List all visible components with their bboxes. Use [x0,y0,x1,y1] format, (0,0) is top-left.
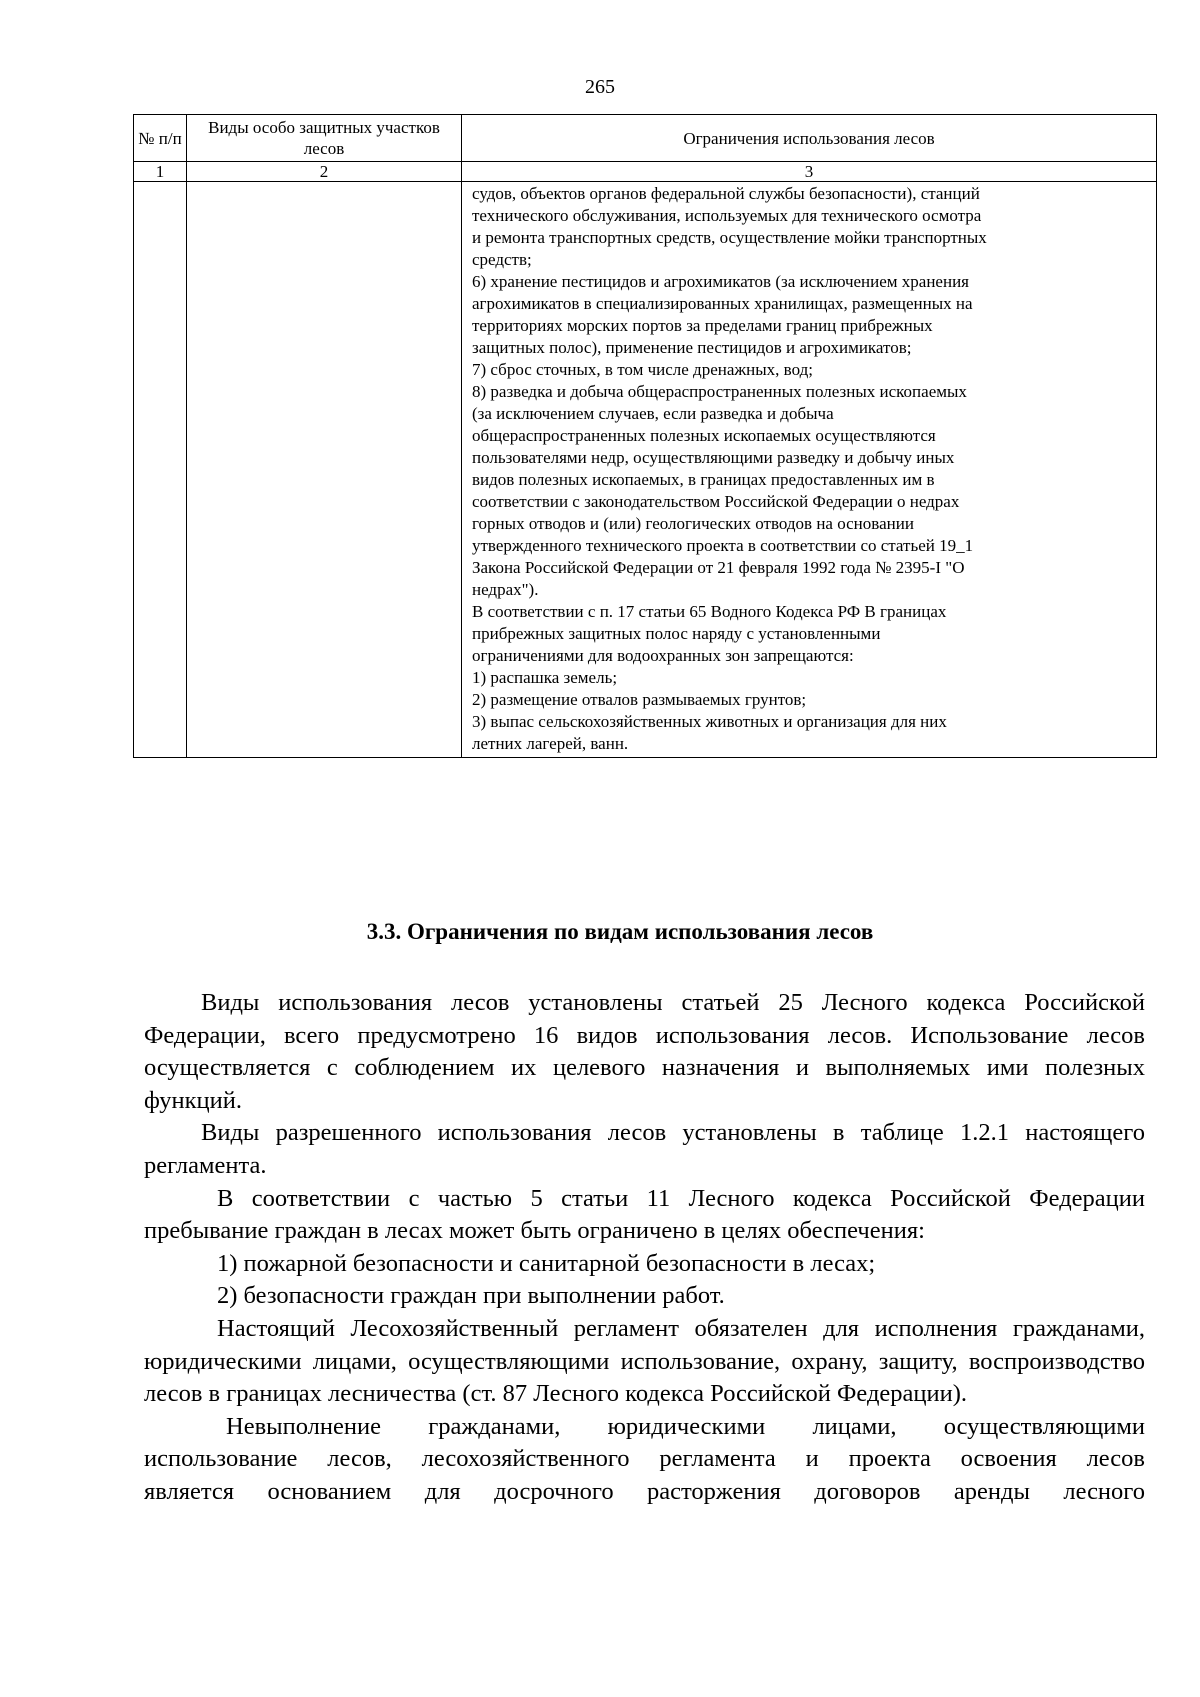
restriction-line: видов полезных ископаемых, в границах предоставленных им в [472,470,935,489]
column-index-2: 2 [187,162,462,182]
restriction-line: и ремонта транспортных средств, осуществление мойки транспортных [472,228,987,247]
restriction-line: ограничениями для водоохранных зон запрещаются: [472,646,854,665]
row-type-cell [187,182,462,758]
restriction-line: горных отводов и (или) геологических отводов на основании [472,514,914,533]
restriction-line: Закона Российской Федерации от 21 февраля 1992 года № 2395-I "О [472,558,965,577]
paragraph-line: Невыполнение гражданами, юридическими лицами, осуществляющими [226,1412,1145,1440]
table-row [134,182,1157,758]
restriction-line: средств; [472,250,532,269]
restriction-line: 2) размещение отвалов размываемых грунтов; [472,690,807,709]
section-body [144,987,1145,1509]
restriction-line: 3) выпас сельскохозяйственных животных и организация для них [472,712,947,731]
restriction-line: недрах"). [472,580,539,599]
column-index-3: 3 [462,162,1157,182]
column-index-row [134,162,1157,182]
restrictions-table [133,114,1157,758]
paragraph-line: является основанием для досрочного расторжения договоров аренды лесного [144,1477,1145,1505]
list-item: 1) пожарной безопасности и санитарной безопасности в лесах; [217,1249,876,1277]
restriction-line: 7) сброс сточных, в том числе дренажных, вод; [472,360,813,379]
restriction-line: соответствии с законодательством Российской Федерации о недрах [472,492,960,511]
paragraph: Виды разрешенного использования лесов установлены в таблице 1.2.1 настоящего регламента. [144,1119,1145,1179]
restriction-line: агрохимикатов в специализированных хранилищах, размещенных на [472,294,973,313]
paragraph-line: использование лесов, лесохозяйственного регламента и проекта освоения лесов [144,1445,1145,1473]
row-num-cell [134,182,187,758]
paragraph-continued [144,1411,1145,1509]
page-number: 265 [585,76,615,98]
table-header-row [134,115,1157,162]
restriction-line: (за исключением случаев, если разведка и добыча [472,404,834,423]
section-title: 3.3. Ограничения по видам использования лесов [366,919,874,944]
restriction-line: прибрежных защитных полос наряду с установленными [472,624,881,643]
paragraph: Настоящий Лесохозяйственный регламент обязателен для исполнения гражданами, юридическими лицами, осуществляющими использование, охрану, защиту, воспроизводство лесов в границах лесничества (ст. 87 Лесного кодекса Российской Федерации). [144,1314,1145,1408]
row-restrictions-cell [462,182,1157,758]
header-restrictions: Ограничения использования лесов [462,115,1157,162]
restriction-line: защитных полос), применение пестицидов и агрохимикатов; [472,338,912,357]
restriction-line: В соответствии с п. 17 статьи 65 Водного Кодекса РФ В границах [472,602,947,621]
restriction-line: судов, объектов органов федеральной службы безопасности), станций [472,184,980,203]
restriction-line: территориях морских портов за пределами границ прибрежных [472,316,933,335]
restriction-line: пользователями недр, осуществляющими разведку и добычу иных [472,448,955,467]
header-num: № п/п [134,115,187,162]
restriction-line: 6) хранение пестицидов и агрохимикатов (за исключением хранения [472,272,969,291]
restriction-line: общераспространенных полезных ископаемых осуществляются [472,426,936,445]
restriction-line: летних лагерей, ванн. [472,734,629,753]
restriction-line: технического обслуживания, используемых для технического осмотра [472,206,982,225]
column-index-1: 1 [134,162,187,182]
restriction-line: 1) распашка земель; [472,668,618,687]
paragraph: Виды использования лесов установлены статьей 25 Лесного кодекса Российской Федерации, всего предусмотрено 16 видов использования лесов. Использование лесов осуществляется с соблюдением их целевого назначения и выполняемых ими полезных функций. [144,989,1145,1114]
paragraph: В соответствии с частью 5 статьи 11 Лесного кодекса Российской Федерации пребывание граждан в лесах может быть ограничено в целях обеспечения: [144,1184,1145,1245]
restriction-line: 8) разведка и добыча общераспространенных полезных ископаемых [472,382,967,401]
header-forest-type: Виды особо защитных участков лесов [187,115,462,162]
restriction-line: утвержденного технического проекта в соответствии со статьей 19_1 [472,536,974,555]
list-item: 2) безопасности граждан при выполнении работ. [217,1282,725,1310]
